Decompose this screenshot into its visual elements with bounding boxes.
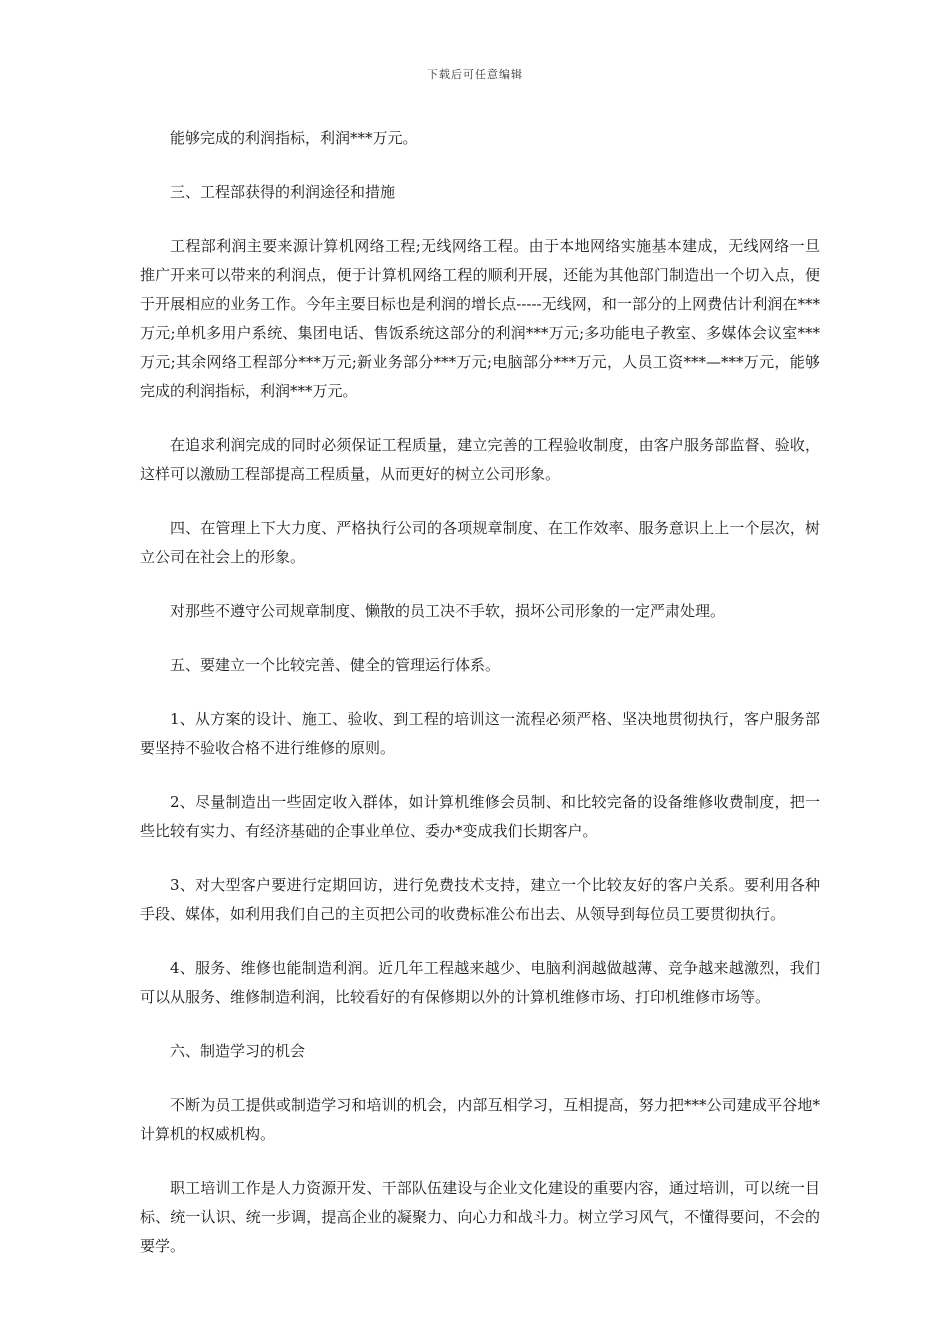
- page-header: 下载后可任意编辑: [427, 68, 523, 81]
- section-heading-4: 四、在管理上下大力度、严格执行公司的各项规章制度、在工作效率、服务意识上上一个层次，树立公司在社会上的形象。: [140, 519, 820, 566]
- paragraph-profit-target: 能够完成的利润指标，利润***万元。: [170, 129, 418, 147]
- list-item-1: 1、从方案的设计、施工、验收、到工程的培训这一流程必须严格、坚决地贯彻执行，客户服务部要坚持不验收合格不进行维修的原则。: [140, 710, 820, 757]
- section-heading-3: 三、工程部获得的利润途径和措施: [170, 183, 396, 201]
- list-item-4: 4、服务、维修也能制造利润。近几年工程越来越少、电脑利润越做越薄、竞争越来越激烈，我们可以从服务、维修制造利润，比较看好的有保修期以外的计算机维修市场、打印机维修市场等。: [140, 959, 820, 1006]
- paragraph-training: 职工培训工作是人力资源开发、干部队伍建设与企业文化建设的重要内容，通过培训，可以统一目标、统一认识、统一步调，提高企业的凝聚力、向心力和战斗力。树立学习风气，不懂得要问，不会的要学。: [140, 1179, 820, 1255]
- list-item-3: 3、对大型客户要进行定期回访，进行免费技术支持，建立一个比较友好的客户关系。要利用各种手段、媒体，如利用我们自己的主页把公司的收费标准公布出去、从领导到每位员工要贯彻执行。: [140, 876, 820, 923]
- document-body: [140, 124, 820, 1286]
- paragraph-learning: 不断为员工提供或制造学习和培训的机会，内部互相学习，互相提高，努力把***公司建成平谷地*计算机的权威机构。: [140, 1096, 820, 1143]
- section-heading-5: 五、要建立一个比较完善、健全的管理运行体系。: [170, 656, 501, 674]
- list-item-2: 2、尽量制造出一些固定收入群体，如计算机维修会员制、和比较完备的设备维修收费制度，把一些比较有实力、有经济基础的企事业单位、委办*变成我们长期客户。: [140, 793, 820, 840]
- section-heading-6: 六、制造学习的机会: [170, 1042, 306, 1060]
- paragraph-discipline: 对那些不遵守公司规章制度、懒散的员工决不手软，损坏公司形象的一定严肃处理。: [170, 602, 726, 620]
- paragraph-profit-sources: 工程部利润主要来源计算机网络工程;无线网络工程。由于本地网络实施基本建成，无线网络一旦推广开来可以带来的利润点，便于计算机网络工程的顺利开展，还能为其他部门制造出一个切入点，便于开展相应的业务工作。今年主要目标也是利润的增长点-----无线网，和一部分的上网费估计利润在***万元;单机多用户系统、集团电话、售饭系统这部分的利润***万元;多功能电子教室、多媒体会议室***万元;其余网络工程部分***万元;新业务部分***万元;电脑部分***万元，人员工资***—***万元，能够完成的利润指标，利润***万元。: [140, 237, 820, 400]
- paragraph-quality: 在追求利润完成的同时必须保证工程质量，建立完善的工程验收制度，由客户服务部监督、验收，这样可以激励工程部提高工程质量，从而更好的树立公司形象。: [140, 436, 820, 483]
